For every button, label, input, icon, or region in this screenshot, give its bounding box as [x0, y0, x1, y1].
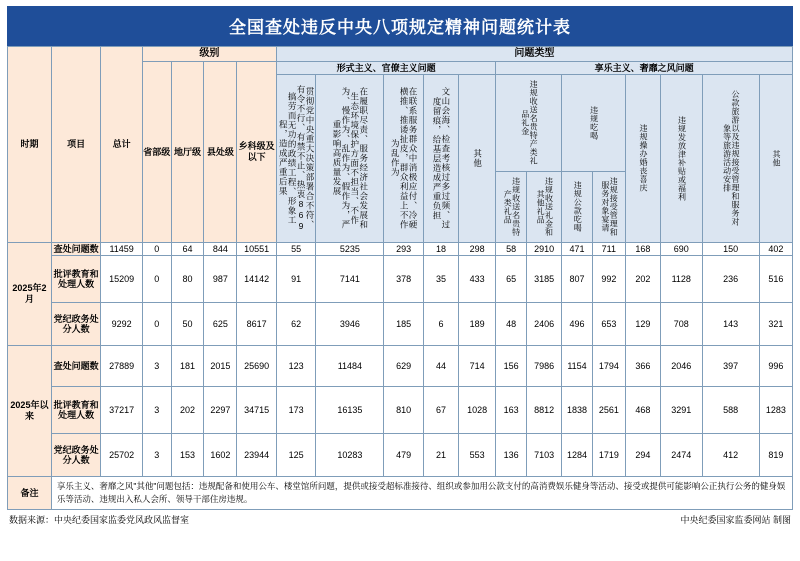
header-level-xiangke: 乡科级及以下 — [237, 61, 277, 242]
cell-formalism-other: 553 — [459, 434, 496, 477]
cell-formalism-4: 35 — [423, 256, 458, 303]
cell-hedonism-other: 516 — [759, 256, 792, 303]
cell-level-xianchu: 2297 — [204, 387, 237, 434]
cell-formalism-other: 714 — [459, 346, 496, 387]
cell-level-diting: 202 — [171, 387, 204, 434]
cell-level-diting: 50 — [171, 303, 204, 346]
cell-level-sheng: 0 — [142, 256, 171, 303]
cell-formalism-4: 44 — [423, 346, 458, 387]
header-item: 项目 — [51, 47, 100, 243]
cell-gift-a: 136 — [496, 434, 527, 477]
header-total: 总计 — [101, 47, 143, 243]
cell-formalism-4: 67 — [423, 387, 458, 434]
cell-formalism-1: 123 — [276, 346, 316, 387]
cell-gift-b: 2406 — [527, 303, 562, 346]
cell-subsidy: 3291 — [660, 387, 702, 434]
cell-gift-a: 163 — [496, 387, 527, 434]
cell-eat-a: 807 — [562, 256, 593, 303]
cell-hedonism-other: 819 — [759, 434, 792, 477]
cell-subsidy: 690 — [660, 242, 702, 255]
header-level-sheng: 省部级 — [142, 61, 171, 242]
statistics-table — [7, 46, 793, 510]
header-gift-sub-b: 违规收送礼金和其他礼品 — [527, 171, 562, 242]
note-label: 备注 — [8, 477, 52, 510]
cell-level-diting: 181 — [171, 346, 204, 387]
table-row — [8, 387, 793, 434]
cell-level-diting: 80 — [171, 256, 204, 303]
cell-gift-b: 3185 — [527, 256, 562, 303]
cell-level-xianchu: 987 — [204, 256, 237, 303]
header-hedonism-eat-total: 违规吃喝 — [562, 74, 626, 171]
cell-formalism-3: 293 — [384, 242, 424, 255]
cell-formalism-3: 810 — [384, 387, 424, 434]
cell-wedding: 168 — [625, 242, 660, 255]
cell-level-xianchu: 2015 — [204, 346, 237, 387]
cell-formalism-other: 298 — [459, 242, 496, 255]
cell-gift-b: 8812 — [527, 387, 562, 434]
cell-eat-b: 1719 — [592, 434, 625, 477]
cell-formalism-other: 189 — [459, 303, 496, 346]
cell-eat-b: 992 — [592, 256, 625, 303]
cell-eat-b: 711 — [592, 242, 625, 255]
header-formalism-col-4: 文山会海、检查考核过多过频、过度留痕，给基层造成严重负担 — [423, 74, 458, 242]
table-row — [8, 256, 793, 303]
row-label: 党纪政务处分人数 — [51, 434, 100, 477]
header-level-diting: 地厅级 — [171, 61, 204, 242]
cell-formalism-1: 125 — [276, 434, 316, 477]
period-label-1: 2025年2月 — [8, 242, 52, 345]
cell-formalism-1: 62 — [276, 303, 316, 346]
cell-level-sheng: 3 — [142, 346, 171, 387]
cell-level-xiangke: 8617 — [237, 303, 277, 346]
cell-level-xianchu: 1602 — [204, 434, 237, 477]
cell-gift-a: 156 — [496, 346, 527, 387]
cell-total: 9292 — [101, 303, 143, 346]
period-label-2: 2025年以来 — [8, 346, 52, 477]
cell-eat-a: 496 — [562, 303, 593, 346]
cell-formalism-1: 55 — [276, 242, 316, 255]
cell-eat-b: 1794 — [592, 346, 625, 387]
cell-wedding: 202 — [625, 256, 660, 303]
header-level-xianchu: 县处级 — [204, 61, 237, 242]
cell-gift-b: 7986 — [527, 346, 562, 387]
cell-wedding: 129 — [625, 303, 660, 346]
cell-level-diting: 153 — [171, 434, 204, 477]
header-formalism-col-1: 贯彻党中央重大决策部署合不符、有令不行、有禁不止、热衷869搞劳而无功的政绩工程、形象工程，造成严重后果 — [276, 74, 316, 242]
cell-eat-a: 471 — [562, 242, 593, 255]
cell-level-sheng: 0 — [142, 242, 171, 255]
cell-formalism-1: 91 — [276, 256, 316, 303]
header-hedonism-gift-total: 违规收送名贵特产类礼品礼金 — [496, 74, 562, 171]
cell-subsidy: 2474 — [660, 434, 702, 477]
cell-hedonism-other: 402 — [759, 242, 792, 255]
cell-total: 15209 — [101, 256, 143, 303]
table-row — [8, 346, 793, 387]
cell-gift-b: 2910 — [527, 242, 562, 255]
cell-subsidy: 708 — [660, 303, 702, 346]
cell-wedding: 294 — [625, 434, 660, 477]
note-text: 享乐主义、奢靡之风"其他"问题包括：违规配备和使用公车、楼堂馆所问题，提供或接受超标准接待、组织或参加用公款支付的高消费娱乐健身等活动、接受或提供可能影响公正执行公务的健身娱乐等活动、违规出入私人会所、领导干部住房违规。 — [51, 477, 792, 510]
cell-total: 11459 — [101, 242, 143, 255]
cell-eat-a: 1154 — [562, 346, 593, 387]
note-row — [8, 477, 793, 510]
cell-travel: 412 — [702, 434, 759, 477]
header-hedonism-col-other: 其他 — [759, 74, 792, 242]
cell-formalism-3: 479 — [384, 434, 424, 477]
row-label: 批评教育和处理人数 — [51, 387, 100, 434]
cell-level-xiangke: 25690 — [237, 346, 277, 387]
cell-eat-b: 2561 — [592, 387, 625, 434]
header-level-group: 级别 — [142, 47, 276, 62]
header-period: 时期 — [8, 47, 52, 243]
header-gift-sub-a: 违规收送名贵特产类礼品 — [496, 171, 527, 242]
cell-eat-a: 1284 — [562, 434, 593, 477]
header-hedonism-col-subsidy: 违规发放津补贴或福利 — [660, 74, 702, 242]
cell-level-sheng: 3 — [142, 434, 171, 477]
cell-travel: 150 — [702, 242, 759, 255]
cell-formalism-2: 7141 — [316, 256, 384, 303]
cell-hedonism-other: 1283 — [759, 387, 792, 434]
cell-formalism-2: 5235 — [316, 242, 384, 255]
cell-total: 37217 — [101, 387, 143, 434]
table-row — [8, 434, 793, 477]
row-label: 查处问题数 — [51, 346, 100, 387]
cell-gift-a: 58 — [496, 242, 527, 255]
header-hedonism-col-travel: 公款旅游以及违规接受管理和服务对象等旅游活动安排 — [702, 74, 759, 242]
cell-formalism-3: 629 — [384, 346, 424, 387]
cell-level-sheng: 3 — [142, 387, 171, 434]
footer — [7, 510, 793, 526]
row-label: 批评教育和处理人数 — [51, 256, 100, 303]
cell-level-xianchu: 625 — [204, 303, 237, 346]
header-group-hedonism: 享乐主义、奢靡之风问题 — [496, 61, 793, 74]
cell-level-xiangke: 34715 — [237, 387, 277, 434]
cell-formalism-2: 10283 — [316, 434, 384, 477]
cell-travel: 588 — [702, 387, 759, 434]
page-title: 全国查处违反中央八项规定精神问题统计表 — [7, 6, 793, 46]
table-row — [8, 303, 793, 346]
cell-hedonism-other: 996 — [759, 346, 792, 387]
header-group-formalism: 形式主义、官僚主义问题 — [276, 61, 495, 74]
cell-wedding: 366 — [625, 346, 660, 387]
cell-travel: 143 — [702, 303, 759, 346]
cell-level-xiangke: 23944 — [237, 434, 277, 477]
cell-gift-a: 65 — [496, 256, 527, 303]
cell-total: 25702 — [101, 434, 143, 477]
row-label: 查处问题数 — [51, 242, 100, 255]
header-formalism-col-3: 在联系服务群众中消极应付、冷硬横推、推诿扯皮，群众利益上不作为乱作为 — [384, 74, 424, 242]
cell-formalism-4: 6 — [423, 303, 458, 346]
cell-hedonism-other: 321 — [759, 303, 792, 346]
cell-formalism-2: 16135 — [316, 387, 384, 434]
cell-total: 27889 — [101, 346, 143, 387]
cell-formalism-2: 11484 — [316, 346, 384, 387]
cell-level-sheng: 0 — [142, 303, 171, 346]
cell-travel: 397 — [702, 346, 759, 387]
header-eat-sub-a: 违规公款吃喝 — [562, 171, 593, 242]
cell-level-diting: 64 — [171, 242, 204, 255]
table-row — [8, 242, 793, 255]
cell-formalism-1: 173 — [276, 387, 316, 434]
cell-level-xiangke: 10551 — [237, 242, 277, 255]
cell-eat-a: 1838 — [562, 387, 593, 434]
row-label: 党纪政务处分人数 — [51, 303, 100, 346]
header-eat-sub-b: 违规接受管理和服务对象宴请 — [592, 171, 625, 242]
cell-wedding: 468 — [625, 387, 660, 434]
cell-formalism-4: 21 — [423, 434, 458, 477]
header-row-1 — [8, 47, 793, 62]
cell-formalism-other: 1028 — [459, 387, 496, 434]
cell-gift-b: 7103 — [527, 434, 562, 477]
cell-formalism-2: 3946 — [316, 303, 384, 346]
cell-formalism-3: 378 — [384, 256, 424, 303]
cell-formalism-3: 185 — [384, 303, 424, 346]
cell-formalism-other: 433 — [459, 256, 496, 303]
cell-gift-a: 48 — [496, 303, 527, 346]
cell-subsidy: 2046 — [660, 346, 702, 387]
header-problem-type: 问题类型 — [276, 47, 792, 62]
header-hedonism-col-wedding: 违规操办婚丧喜庆 — [625, 74, 660, 242]
cell-subsidy: 1128 — [660, 256, 702, 303]
header-formalism-col-2: 在履职尽责、服务经济社会发展和生态环境保护方面不担当、不作为、慢作为、乱作为、假作为，严重影响高质量发展 — [316, 74, 384, 242]
producer-credit: 中央纪委国家监委网站 制图 — [680, 514, 791, 525]
cell-eat-b: 653 — [592, 303, 625, 346]
cell-travel: 236 — [702, 256, 759, 303]
cell-level-xiangke: 14142 — [237, 256, 277, 303]
cell-level-xianchu: 844 — [204, 242, 237, 255]
data-source: 数据来源：中央纪委国家监委党风政风监督室 — [9, 514, 190, 525]
header-formalism-col-other: 其他 — [459, 74, 496, 242]
cell-formalism-4: 18 — [423, 242, 458, 255]
